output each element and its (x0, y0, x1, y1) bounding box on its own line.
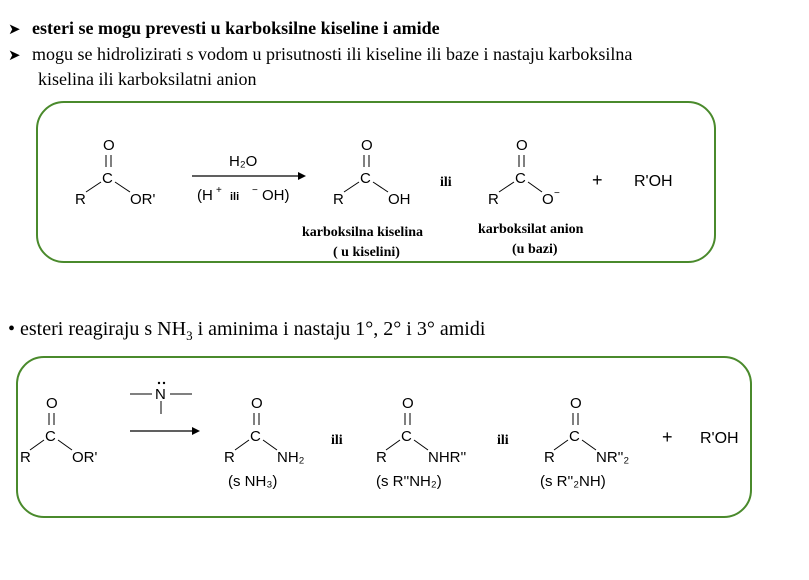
ester-structure (75, 137, 156, 208)
bullet-3-sub: 3 (186, 328, 193, 343)
amide3-n: NR''₂ (596, 449, 630, 466)
alcohol-2: R'OH (700, 430, 739, 447)
amide2-caption: (s R''NH₂) (376, 473, 442, 490)
carboxylate-minus: − (554, 188, 560, 199)
ester2-r: R (20, 449, 31, 466)
bullet-3-text: esteri reagiraju s NH (20, 318, 187, 340)
dot-bullet-icon: • (8, 318, 16, 340)
amide1-c: C (250, 428, 261, 445)
reagent-water: H₂O (229, 153, 258, 170)
ester2-or: OR' (72, 449, 98, 466)
or-text-2: ili (331, 433, 343, 448)
arrow-bullet-icon: ➤ (8, 22, 21, 38)
acid-oh: OH (388, 191, 411, 208)
amide-box (16, 356, 752, 518)
amine-n: N (155, 386, 166, 403)
amide1-n: NH₂ (277, 449, 305, 466)
amide2-o: O (402, 395, 414, 412)
amide2-c: C (401, 428, 412, 445)
ester-o: O (103, 137, 115, 154)
plus-sign-1: + (592, 170, 603, 190)
carboxylate-o: O (516, 137, 528, 154)
bullet-2-text: mogu se hidrolizirati s vodom u prisutnosti ili kiseline ili baze i nastaju karboksilna (32, 44, 633, 64)
plus-sign-2: + (662, 427, 673, 447)
reagent-bottom-open: (H (197, 187, 213, 204)
amide3-o: O (570, 395, 582, 412)
amide3-c: C (569, 428, 580, 445)
acid-caption-1: karboksilna kiselina (302, 225, 423, 240)
amide1-o: O (251, 395, 263, 412)
bullet-2-cont: kiselina ili karboksilatni anion (38, 69, 257, 89)
ester-r: R (75, 191, 86, 208)
anion-caption-1: karboksilat anion (478, 222, 584, 237)
ester-or: OR' (130, 191, 156, 208)
amide1-r: R (224, 449, 235, 466)
carboxylate-om: O (542, 191, 554, 208)
amide3-r: R (544, 449, 555, 466)
reagent-minus: − (252, 185, 258, 196)
bullet-3-text-post: i aminima i nastaju 1°, 2° i 3° amidi (192, 318, 486, 340)
carboxylate-structure (488, 137, 560, 208)
carboxylate-c: C (515, 170, 526, 187)
acid-c: C (360, 170, 371, 187)
alcohol-1: R'OH (634, 173, 673, 190)
carboxylate-r: R (488, 191, 499, 208)
ester-c: C (102, 170, 113, 187)
amide2-r: R (376, 449, 387, 466)
reagent-ili: ili (230, 191, 240, 203)
amide2-n: NHR'' (428, 449, 467, 466)
anion-caption-2: (u bazi) (512, 242, 558, 257)
acid-r: R (333, 191, 344, 208)
acid-o: O (361, 137, 373, 154)
acid-caption-2: ( u kiselini) (333, 245, 400, 260)
arrow-bullet-icon: ➤ (8, 48, 21, 64)
ester2-c: C (45, 428, 56, 445)
amide1-caption: (s NH₃) (228, 473, 278, 490)
or-text-3: ili (497, 433, 509, 448)
or-text-1: ili (440, 175, 452, 190)
amide3-caption: (s R''₂NH) (540, 473, 606, 490)
bullet-1-text: esteri se mogu prevesti u karboksilne kiseline i amide (32, 18, 440, 38)
ester2-o: O (46, 395, 58, 412)
reagent-oh: OH) (262, 187, 290, 204)
reagent-h-plus: + (216, 185, 222, 196)
carboxylic-acid-structure (333, 137, 411, 208)
